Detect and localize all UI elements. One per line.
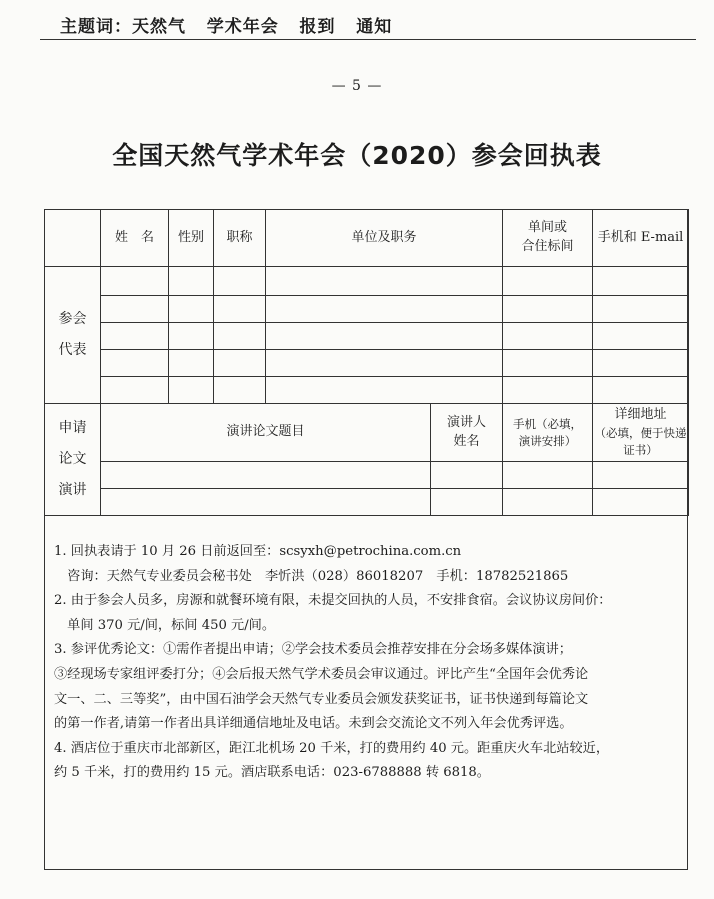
attendee-org-cell[interactable] bbox=[266, 267, 503, 296]
paper-label-line1: 申请 bbox=[58, 420, 87, 437]
address-label-line1: 详细地址 bbox=[614, 407, 667, 423]
attendee-contact-cell[interactable] bbox=[593, 267, 689, 296]
paper-label-line2: 论文 bbox=[58, 451, 87, 468]
attendee-title-cell[interactable] bbox=[214, 377, 266, 404]
speaker-label-line2: 姓名 bbox=[453, 433, 480, 449]
paper-phone-cell[interactable] bbox=[503, 489, 593, 516]
attendee-org-cell[interactable] bbox=[266, 377, 503, 404]
attendee-title-cell[interactable] bbox=[214, 267, 266, 296]
note-line: ③经现场专家组评委打分；④会后报天然气学术委员会审议通过。评比产生“全国年会优秀论 bbox=[54, 666, 589, 682]
attendee-title-cell[interactable] bbox=[214, 350, 266, 377]
attendee-label-line1: 参会 bbox=[58, 311, 87, 328]
note-line: 约 5 千米，打的费用约 15 元。酒店联系电话：023-6788888 转 6818。 bbox=[54, 765, 490, 781]
paper-address-cell[interactable] bbox=[593, 462, 689, 489]
note-line: 的第一作者,请第一作者出具详细通信地址及电话。未到会交流论文不列入年会优秀评选。 bbox=[54, 716, 573, 732]
attendee-gender-cell[interactable] bbox=[169, 377, 214, 404]
attendee-contact-cell[interactable] bbox=[593, 296, 689, 323]
attendee-org-cell[interactable] bbox=[266, 323, 503, 350]
paper-title-cell[interactable] bbox=[101, 489, 431, 516]
note-line: 1. 回执表请于 10 月 26 日前返回至：scsyxh@petrochina.com.cn bbox=[54, 544, 462, 559]
paper-title-cell[interactable] bbox=[101, 462, 431, 489]
attendee-room-cell[interactable] bbox=[503, 267, 593, 296]
col-header-gender: 性别 bbox=[169, 210, 214, 267]
paper-label-line3: 演讲 bbox=[58, 481, 87, 498]
attendee-room-cell[interactable] bbox=[503, 377, 593, 404]
note-line: 4. 酒店位于重庆市北部新区，距江北机场 20 千米，打的费用约 40 元。距重庆火车北站较近， bbox=[54, 740, 610, 756]
phone-label-line2: 演讲安排） bbox=[518, 433, 577, 448]
attendee-name-cell[interactable] bbox=[101, 350, 169, 377]
attendee-label-line2: 代表 bbox=[58, 342, 87, 358]
reply-form-table bbox=[44, 209, 689, 516]
col-header-speaker bbox=[431, 404, 503, 462]
phone-label-line1: 手机（必填， bbox=[513, 416, 583, 431]
attendee-room-cell[interactable] bbox=[503, 323, 593, 350]
attendee-gender-cell[interactable] bbox=[169, 267, 214, 296]
address-label-line2: （必填，便于快递证书） bbox=[594, 426, 687, 457]
attendee-room-cell[interactable] bbox=[503, 296, 593, 323]
note-line: 2. 由于参会人员多，房源和就餐环境有限，未提交回执的人员，不安排食宿。会议协议房间价： bbox=[54, 593, 612, 609]
attendee-name-cell[interactable] bbox=[101, 377, 169, 404]
col-header-paper-title: 演讲论文题目 bbox=[101, 404, 431, 462]
header-keywords: 主题词：天然气 学术年会 报到 通知 bbox=[60, 17, 393, 37]
attendee-org-cell[interactable] bbox=[266, 296, 503, 323]
room-label-line2: 合住标间 bbox=[521, 239, 574, 254]
attendee-section-label bbox=[45, 267, 101, 404]
header-rule bbox=[40, 39, 696, 40]
attendee-contact-cell[interactable] bbox=[593, 377, 689, 404]
attendee-name-cell[interactable] bbox=[101, 267, 169, 296]
attendee-corner-cell bbox=[45, 210, 101, 267]
speaker-label-line1: 演讲人 bbox=[447, 414, 487, 430]
note-line: 3. 参评优秀论文：①需作者提出申请；②学会技术委员会推荐安排在分会场多媒体演讲； bbox=[54, 642, 572, 658]
note-line: 文一、二、三等奖”，由中国石油学会天然气专业委员会颁发获奖证书，证书快递到每篇论文 bbox=[54, 691, 589, 707]
attendee-name-cell[interactable] bbox=[101, 323, 169, 350]
attendee-gender-cell[interactable] bbox=[169, 296, 214, 323]
col-header-title: 职称 bbox=[214, 210, 266, 267]
page-number: — 5 — bbox=[331, 78, 383, 94]
col-header-name: 姓 名 bbox=[101, 210, 169, 267]
note-line: 单间 370 元/间，标间 450 元/间。 bbox=[54, 617, 276, 633]
note-line: 咨询：天然气专业委员会秘书处 李忻洪（028）86018207 手机：18782521865 bbox=[54, 568, 569, 584]
document-title: 全国天然气学术年会（2020）参会回执表 bbox=[112, 141, 602, 170]
attendee-title-cell[interactable] bbox=[214, 296, 266, 323]
paper-phone-cell[interactable] bbox=[503, 462, 593, 489]
attendee-gender-cell[interactable] bbox=[169, 323, 214, 350]
attendee-org-cell[interactable] bbox=[266, 350, 503, 377]
attendee-title-cell[interactable] bbox=[214, 323, 266, 350]
paper-section-label bbox=[45, 404, 101, 516]
attendee-gender-cell[interactable] bbox=[169, 350, 214, 377]
notes-block bbox=[54, 540, 686, 786]
attendee-contact-cell[interactable] bbox=[593, 350, 689, 377]
attendee-name-cell[interactable] bbox=[101, 296, 169, 323]
col-header-room bbox=[503, 210, 593, 267]
paper-address-cell[interactable] bbox=[593, 489, 689, 516]
col-header-org: 单位及职务 bbox=[266, 210, 503, 267]
col-header-phone bbox=[503, 404, 593, 462]
col-header-address bbox=[593, 404, 689, 462]
attendee-contact-cell[interactable] bbox=[593, 323, 689, 350]
attendee-room-cell[interactable] bbox=[503, 350, 593, 377]
paper-speaker-cell[interactable] bbox=[431, 462, 503, 489]
paper-speaker-cell[interactable] bbox=[431, 489, 503, 516]
col-header-contact: 手机和 E-mail bbox=[593, 210, 689, 267]
room-label-line1: 单间或 bbox=[528, 220, 568, 236]
